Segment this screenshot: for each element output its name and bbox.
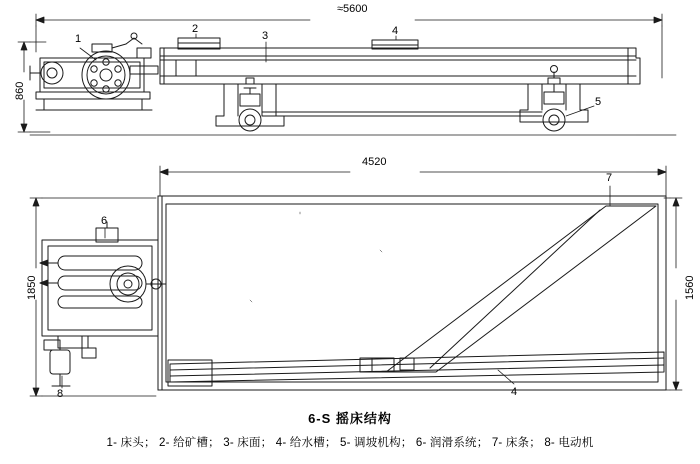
- callout-2: 2: [192, 23, 199, 35]
- callout-8: 8: [57, 388, 64, 400]
- callout-7: 7: [606, 172, 613, 184]
- figure-title: 6-S 摇床结构: [308, 411, 392, 426]
- callout-5: 5: [595, 96, 602, 108]
- support-left-top: [216, 78, 284, 131]
- deck-plan-outline: [158, 196, 666, 390]
- feed-box-top: [178, 38, 220, 49]
- dim-plan-length: [160, 166, 666, 196]
- callout-6: 6: [101, 215, 108, 227]
- dim-plan-width-left: [30, 198, 156, 396]
- head-mechanism-side: [30, 33, 158, 110]
- head-plan-assembly: [40, 222, 166, 386]
- dim-plan-width-left-label: 1850: [26, 275, 38, 300]
- callout-4-top: 4: [392, 25, 399, 37]
- callout-1: 1: [75, 33, 82, 45]
- dim-plan-width-right-label: 1560: [684, 275, 696, 300]
- callout-leaders-top: [80, 34, 594, 116]
- deck-side-body: [160, 48, 640, 84]
- dim-plan-length-label: 4520: [362, 156, 387, 168]
- callout-4-bottom: 4: [511, 386, 518, 398]
- figure-legend: 1- 床头； 2- 给矿槽； 3- 床面； 4- 给水槽； 5- 调坡机构； 6- 润滑系统； 7- 床条； 8- 电动机: [106, 437, 594, 449]
- water-trough-plan: [168, 352, 664, 386]
- callout-leaders-plan: [62, 186, 610, 388]
- callout-3: 3: [262, 30, 269, 42]
- dim-plan-width-right: [664, 198, 682, 390]
- slope-adjust-top: [520, 66, 588, 132]
- dim-top-height-label: 860: [14, 81, 26, 100]
- tie-rod-top: [262, 112, 542, 116]
- dim-top-length-label: ≈5600: [337, 3, 368, 15]
